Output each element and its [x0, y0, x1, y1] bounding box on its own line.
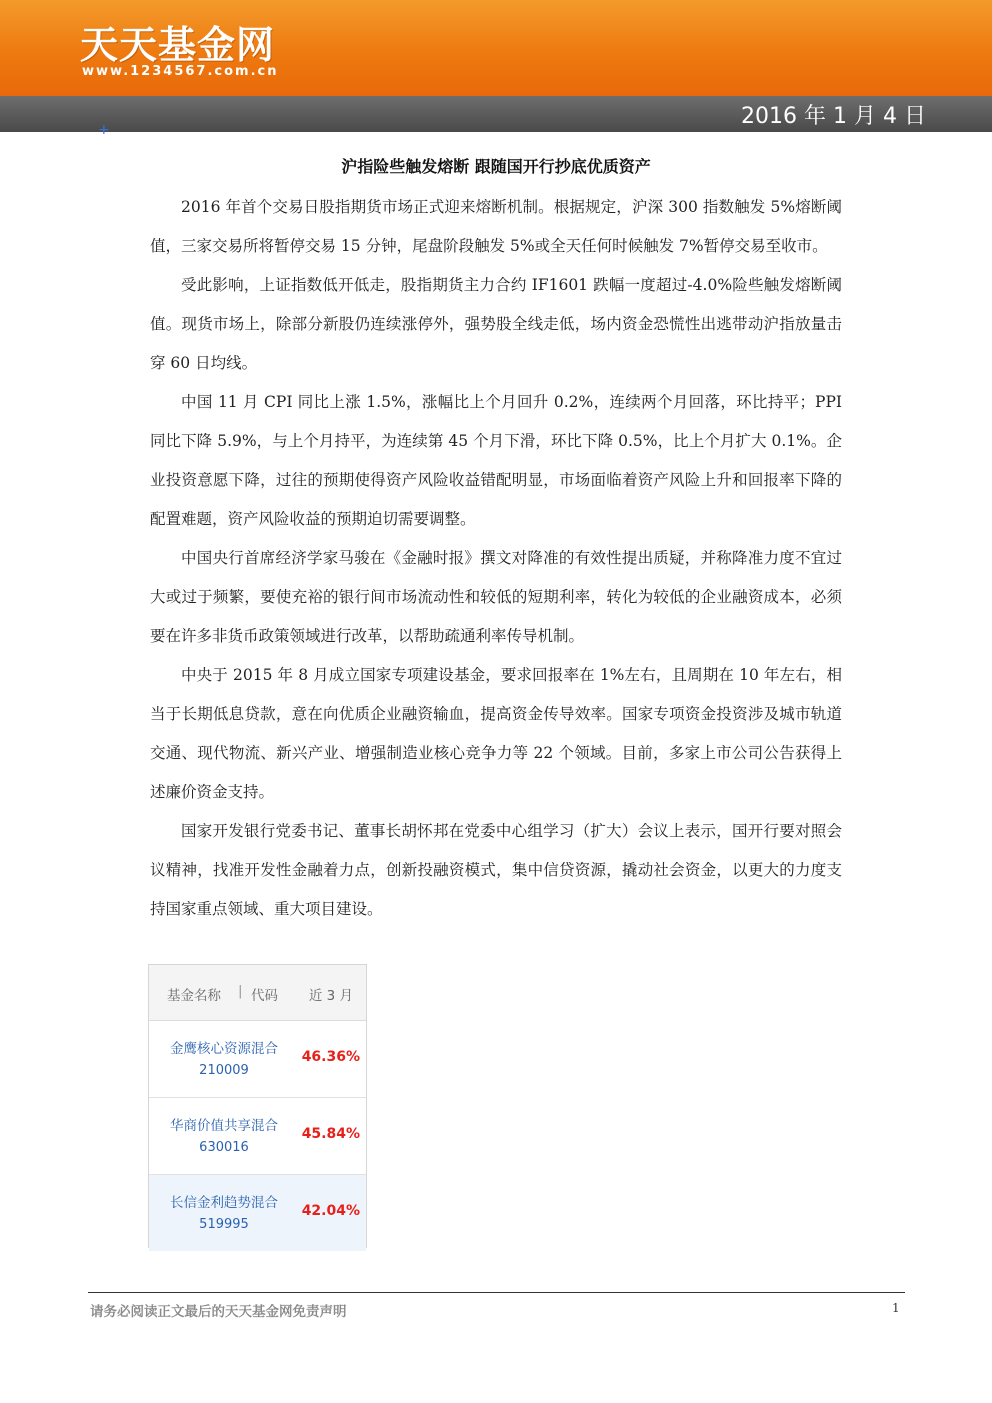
fund-name-link[interactable]: 金鹰核心资源混合 — [170, 1041, 278, 1057]
article-title: 沪指险些触发熔断 跟随国开行抄底优质资产 — [341, 157, 651, 176]
column-header-code: 代码 — [251, 988, 278, 1004]
table-row[interactable] — [149, 1175, 366, 1251]
fund-return: 42.04% — [301, 1203, 360, 1219]
paragraph: 中央于 2015 年 8 月成立国家专项建设基金，要求回报率在 1%左右，且周期在 10 年左右，相当于长期低息贷款，意在向优质企业融资输血，提高资金传导效率。国家专项资金投资涉及城市轨道交通、现代物流、新兴产业、增强制造业核心竞争力等 22 个领域。目前，多家上市公司公告获得上述廉价资金支持。 — [150, 666, 842, 801]
paragraph: 中国央行首席经济学家马骏在《金融时报》撰文对降准的有效性提出质疑，并称降准力度不宜过大或过于频繁，要使充裕的银行间市场流动性和较低的短期利率，转化为较低的企业融资成本，必须要在许多非货币政策领域进行改革，以帮助疏通利率传导机制。 — [150, 549, 842, 645]
article-body — [150, 188, 842, 929]
disclaimer-note: 请务必阅读正文最后的天天基金网免责声明 — [90, 1304, 347, 1320]
fund-ranking-table — [148, 964, 367, 1248]
column-separator: | — [238, 983, 243, 999]
paragraph: 2016 年首个交易日股指期货市场正式迎来熔断机制。根据规定，沪深 300 指数触发 5%熔断阈值，三家交易所将暂停交易 15 分钟，尾盘阶段触发 5%或全天任何时候触发 7%暂停交易至收市。 — [150, 198, 842, 255]
fund-name-link[interactable]: 华商价值共享混合 — [170, 1118, 278, 1134]
fund-name-link[interactable]: 长信金利趋势混合 — [170, 1195, 278, 1211]
column-header-name: 基金名称 — [167, 988, 221, 1004]
report-date: 2016 年 1 月 4 日 — [741, 104, 926, 129]
footer-divider — [88, 1292, 905, 1293]
fund-return: 45.84% — [301, 1126, 360, 1142]
paragraph: 受此影响，上证指数低开低走，股指期货主力合约 IF1601 跌幅一度超过-4.0%险些触发熔断阈值。现货市场上，除部分新股仍连续涨停外，强势股全线走低，场内资金恐慌性出逃带动沪指放量击穿 60 日均线。 — [150, 276, 842, 372]
table-row[interactable] — [149, 1098, 366, 1175]
fund-code-link[interactable]: 519995 — [199, 1217, 249, 1232]
site-logo[interactable]: 天天基金网 — [80, 23, 276, 67]
fund-code-link[interactable]: 630016 — [199, 1140, 249, 1155]
fund-return: 46.36% — [301, 1049, 360, 1065]
plus-icon: + — [98, 122, 110, 138]
table-row[interactable] — [149, 1021, 366, 1098]
site-url: www.1234567.com.cn — [82, 64, 279, 79]
table-header — [149, 965, 366, 1021]
fund-code-link[interactable]: 210009 — [199, 1063, 249, 1078]
paragraph: 国家开发银行党委书记、董事长胡怀邦在党委中心组学习（扩大）会议上表示，国开行要对照会议精神，找准开发性金融着力点，创新投融资模式，集中信贷资源，撬动社会资金，以更大的力度支持国家重点领域、重大项目建设。 — [150, 822, 842, 918]
page-number: 1 — [892, 1301, 900, 1315]
header-banner — [0, 0, 992, 96]
paragraph: 中国 11 月 CPI 同比上涨 1.5%，涨幅比上个月回升 0.2%，连续两个月回落，环比持平；PPI 同比下降 5.9%，与上个月持平，为连续第 45 个月下滑，环比下降 0.5%，比上个月扩大 0.1%。企业投资意愿下降，过往的预期使得资产风险收益错配明显，市场面临着资产风险上升和回报率下降的配置难题，资产风险收益的预期迫切需要调整。 — [150, 393, 842, 528]
column-header-period: 近 3 月 — [308, 988, 353, 1004]
